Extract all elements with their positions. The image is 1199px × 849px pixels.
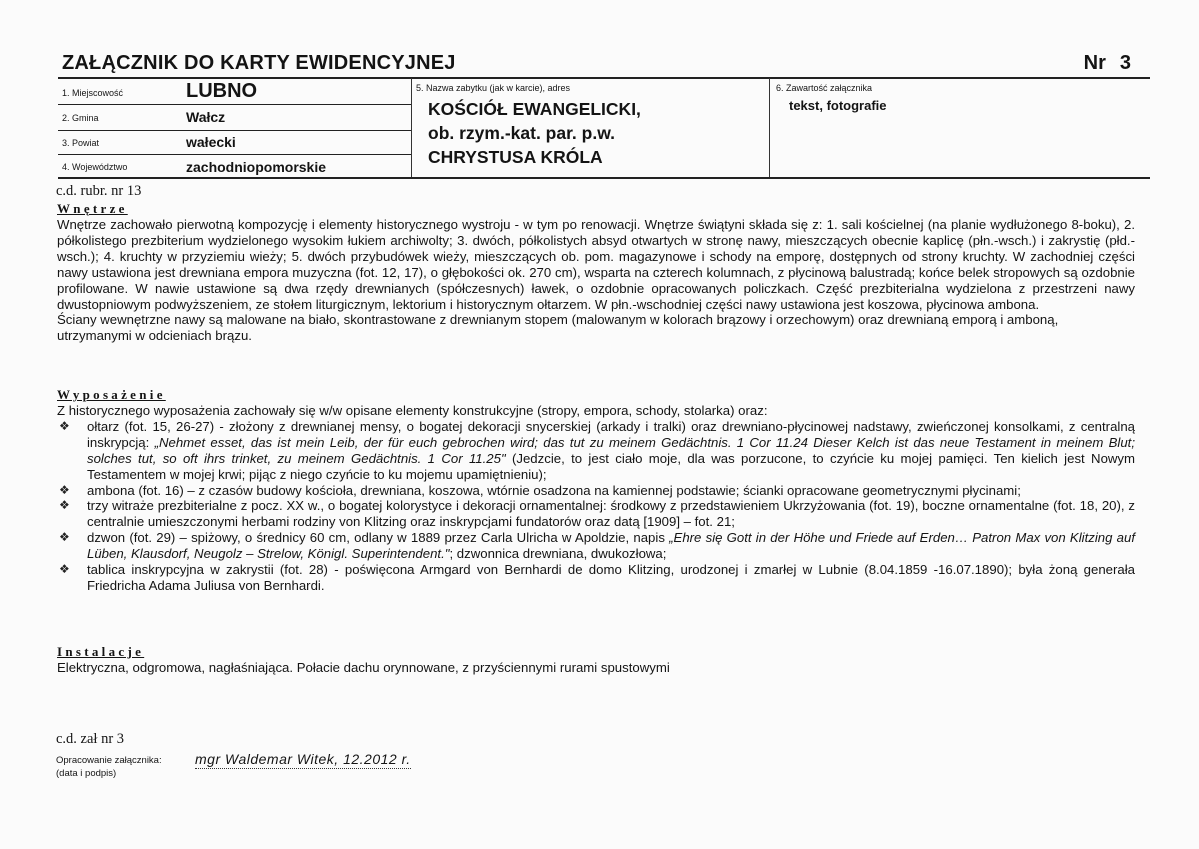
field-label-obiekt: 5. Nazwa zabytku (jak w karcie), adres (416, 83, 571, 93)
object-name (428, 97, 758, 169)
section-heading-instalacje: Instalacje (57, 644, 145, 659)
section-body-wyposazenie (57, 403, 1135, 594)
item-text-post: (Jedzcie, to jest ciało moje, dla was porzucone, to czyńcie ku mojej pamięci. Ten kielich jest Nowym Testamentem w mojej krwi; pijąc z niego czyńcie to ku mojemu upamiętnieniu); (87, 450, 1135, 482)
row-rule-1 (58, 104, 411, 105)
object-name-line: KOŚCIÓŁ EWANGELICKI, (428, 99, 641, 119)
date-signature-label: (data i podpis) (56, 768, 117, 779)
nr-label: Nr (1083, 52, 1106, 74)
author-signature: mgr Waldemar Witek, 12.2012 r. (195, 751, 411, 767)
field-value-wojewodztwo: zachodniopomorskie (186, 159, 327, 175)
diamond-dots-icon: ❖ (59, 562, 70, 577)
item-text: ołtarz (fot. 15, 26-27) - złożony z drewnianej mensy, o bogatej dekoracji snycerskiej (arkady i tralki) oraz drewniano-płycinowej nadstawy, zwieńczonej konsolkami, z centralną inskrypcją: (87, 418, 1135, 450)
item-text: tablica inskrypcyjna w zakrystii (fot. 28) - poświęcona Armgard von Bernhardi de domo Klitzing, urodzonej i zmarłej w Lubnie (8.04.1859 -16.07.1890); była żoną generała Friedricha Adama Juliusa von Bernhardi. (87, 562, 1135, 593)
document-title: ZAŁĄCZNIK DO KARTY EWIDENCYJNEJ (62, 52, 456, 74)
row-rule-3 (58, 154, 411, 155)
object-name-line: ob. rzym.-kat. par. p.w. (428, 123, 616, 143)
object-name-line: CHRYSTUSA KRÓLA (428, 147, 603, 167)
section-heading-wnetrze: Wnętrze (57, 201, 128, 216)
header-top-rule (58, 77, 1150, 79)
field-value-zawartosc: tekst, fotografie (789, 98, 887, 113)
field-label-powiat: 3. Powiat (62, 138, 100, 148)
item-inscription: „Ehre się Gott in der Höhe und Friede auf Erden… Patron Max von Klitzing auf Lüben, Klausdorf, Neugolz – Strelow, Königl. Superintendent." (87, 530, 1135, 562)
header-bottom-rule (58, 177, 1150, 179)
divider-left (411, 78, 412, 178)
list-item (57, 483, 1135, 499)
paragraph: Wnętrze zachowało pierwotną kompozycję i elementy historycznego wystroju - w tym po renowacji. Wnętrze świątyni składa się z: 1. sali kościelnej (na planie wydłużonego 8-boku), 2. półkolistego prezbiterium wydzielonego wysokim łukiem archiwolty; 3. dwóch, półkolistych absyd otwartych w stronę nawy, mieszczących obecnie kaplicę (płn.-wsch.) i zakrystię (płd.-wsch.); 4. kruchty w przyziemiu wieży; 5. dwóch przybudówek wieży, mieszczących ob. pom. magazynowe i schody na emporę, dostępnych od strony kruchty. W zachodniej części nawy ustawiona jest drewniana empora muzyczna (fot. 12, 17), o głębokości ok. 270 cm), wsparta na czterech kolumnach, z płycinową balustradą; końce belek stropowych są ozdobnie profilowane. W nawie ustawione są dwa rzędy drewnianych (spółczesnych) ławek, o ozdobnie opracowanych policzkach. Część prezbiterialna wydzielona z przestrzeni nawy dwustopniowym podwyższeniem, ze stołem liturgicznym, lektorium i historycznym ołtarzem. W płn.-wschodniej części nawy ustawiona jest koszowa, płycinowa ambona. (57, 217, 1135, 312)
paragraph: Ściany wewnętrzne nawy są malowane na biało, skontrastowane z drewnianym stopem (malowanym w kolorach brązowy i orzechowym) oraz drewnianą emporą i amboną, utrzymanymi w odcieniach brązu. (57, 312, 1059, 344)
continuation-ref: c.d. rubr. nr 13 (56, 183, 142, 199)
diamond-dots-icon: ❖ (59, 498, 70, 513)
divider-right (769, 78, 770, 178)
footer-ref: c.d. zał nr 3 (56, 731, 125, 747)
field-value-miejscowosc: LUBNO (186, 80, 258, 102)
field-value-gmina: Wałcz (186, 109, 226, 125)
nr-value: 3 (1119, 52, 1131, 74)
attachment-number (1084, 52, 1131, 75)
list-item (57, 419, 1135, 483)
field-label-miejscowosc: 1. Miejscowość (62, 88, 124, 98)
section-heading-wyposazenie: Wyposażenie (57, 387, 166, 402)
paragraph: Z historycznego wyposażenia zachowały się w/w opisane elementy konstrukcyjne (stropy, empora, schody, stolarka) oraz: (57, 403, 768, 418)
section-body-wnetrze (57, 217, 1135, 344)
diamond-dots-icon: ❖ (59, 530, 70, 545)
section-body-instalacje (57, 660, 1135, 676)
prepared-by-label: Opracowanie załącznika: (56, 755, 162, 766)
item-inscription: „Nehmet esset, das ist mein Leib, der für euch gebrochen wird; das tut zu meinem Gedächtnis. 1 Cor 11.24 Dieser Kelch ist das neue Testament in meinem Blut; solches tut, so oft ihrs trinket, zu meinem Gedächtnis. 1 Cor 11.25" (87, 434, 1135, 466)
item-text: ambona (fot. 16) – z czasów budowy kościoła, drewniana, koszowa, wtórnie osadzona na kamiennej podstawie; ścianki opracowane geometrycznymi płycinami; (87, 482, 1021, 498)
field-label-zawartosc: 6. Zawartość załącznika (776, 83, 873, 93)
item-text: trzy witraże prezbiterialne z pocz. XX w., o bogatej kolorystyce i dekoracji ornamentalnej: środkowy z przedstawieniem Ukrzyżowania (fot. 19), boczne ornamentalne (fot. 18, 20), z centralnie umieszczonymi herbami rodziny von Klitzing oraz inskrypcjami fundatorów oraz datą [1909] – fot. 21; (87, 498, 1135, 530)
footer-label (56, 754, 162, 780)
field-label-gmina: 2. Gmina (62, 113, 99, 123)
item-text: dzwon (fot. 29) – spiżowy, o średnicy 60 cm, odlany w 1889 przez Carla Ulricha w Apoldzie, napis (87, 530, 670, 546)
field-label-wojewodztwo: 4. Województwo (62, 162, 128, 172)
list-item (57, 562, 1135, 594)
paragraph: Elektryczna, odgromowa, nagłaśniająca. Połacie dachu orynnowane, z przyściennymi rurami spustowymi (57, 660, 670, 675)
row-rule-2 (58, 130, 411, 131)
diamond-dots-icon: ❖ (59, 418, 70, 433)
list-item (57, 530, 1135, 562)
field-value-powiat: wałecki (186, 134, 236, 150)
list-item (57, 498, 1135, 530)
equipment-list (57, 419, 1135, 594)
diamond-dots-icon: ❖ (59, 482, 70, 497)
item-text-post: ; dzwonnica drewniana, dwukozłowa; (449, 546, 667, 562)
